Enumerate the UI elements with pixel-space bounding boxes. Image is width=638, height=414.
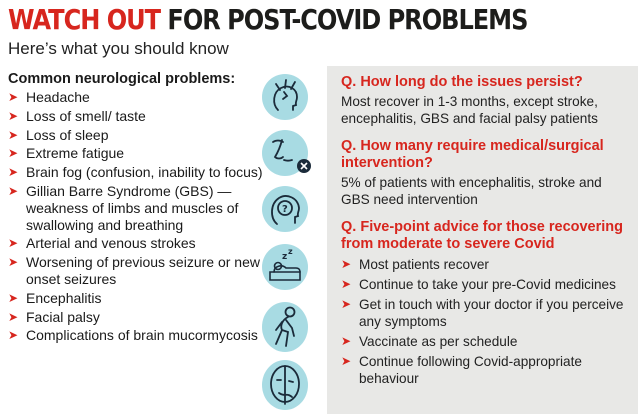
advice-item <box>341 296 632 330</box>
advice-item-text: Vaccinate as per schedule <box>359 334 518 349</box>
list-item-text: Facial palsy <box>26 308 100 325</box>
section-title: Common neurological problems: <box>8 71 236 87</box>
list-item <box>8 235 263 252</box>
svg-text:z: z <box>288 247 293 256</box>
list-item-text: Loss of smell/ taste <box>26 107 146 124</box>
list-item <box>8 254 263 288</box>
advice-item <box>341 353 632 387</box>
advice-item-text: Get in touch with your doctor if you perceive any symptoms <box>359 297 624 329</box>
advice-item <box>341 333 632 350</box>
arrow-icon: ➤ <box>8 90 19 104</box>
list-item <box>8 108 263 125</box>
qa-panel <box>327 66 638 414</box>
answer-intervention: 5% of patients with encephalitis, stroke and GBS need intervention <box>341 175 602 207</box>
list-item-text: Arterial and venous strokes <box>26 235 196 252</box>
svg-text:z: z <box>282 252 288 262</box>
arrow-icon: ➤ <box>8 309 19 324</box>
answer-duration: Most recover in 1-3 months, except stroke, encephalitis, GBS and facial palsy patients <box>341 94 598 126</box>
list-item-text: Brain fog (confusion, inability to focus) <box>26 164 263 181</box>
list-item-text: Loss of sleep <box>26 126 109 143</box>
brain-fog-icon <box>262 186 308 232</box>
list-item-text: Gillian Barre Syndrome (GBS) — weakness of limbs and muscles of swallowing and breathing <box>26 182 239 233</box>
question-intervention: Q. How many require medical/surgical intervention? <box>341 138 604 171</box>
arrow-icon: ➤ <box>8 146 19 161</box>
arrow-icon: ➤ <box>341 277 352 291</box>
list-item <box>8 290 263 307</box>
arrow-icon: ➤ <box>341 354 352 368</box>
list-item <box>8 309 263 326</box>
question-duration: Q. How long do the issues persist? <box>341 74 583 90</box>
advice-item <box>341 256 632 273</box>
list-item <box>8 183 263 233</box>
headline-red: WATCH OUT <box>8 3 161 36</box>
headache-icon <box>262 74 308 120</box>
arrow-icon: ➤ <box>341 334 352 348</box>
list-item-text: Encephalitis <box>26 289 102 306</box>
advice-item-text: Most patients recover <box>359 257 489 272</box>
arrow-icon: ➤ <box>341 297 352 311</box>
headline-dark: FOR POST-COVID PROBLEMS <box>160 3 528 36</box>
symptom-icons <box>262 68 312 408</box>
arrow-icon: ➤ <box>8 328 19 343</box>
list-item <box>8 327 263 344</box>
list-item <box>8 164 263 181</box>
neurological-problems-list <box>8 70 263 346</box>
advice-item <box>341 276 632 293</box>
loss-of-smell-icon <box>262 130 308 176</box>
fatigue-icon <box>262 302 308 352</box>
arrow-icon: ➤ <box>8 290 19 305</box>
arrow-icon: ➤ <box>8 255 19 270</box>
headline <box>8 2 527 38</box>
list-item-text: Headache <box>26 89 90 105</box>
advice-item-text: Continue following Covid-appropriate behaviour <box>359 354 582 386</box>
list-item-text: Extreme fatigue <box>26 145 125 162</box>
arrow-icon: ➤ <box>8 108 19 123</box>
advice-item-text: Continue to take your pre-Covid medicines <box>359 277 616 292</box>
facial-palsy-icon <box>262 360 308 410</box>
list-item <box>8 145 263 162</box>
list-item-text: Worsening of previous seizure or new onset seizures <box>26 254 260 287</box>
arrow-icon: ➤ <box>8 165 19 180</box>
subhead: Here’s what you should know <box>8 39 229 58</box>
arrow-icon: ➤ <box>341 257 352 271</box>
svg-text:?: ? <box>282 204 288 215</box>
question-advice: Q. Five-point advice for those recovering from moderate to severe Covid <box>341 219 624 252</box>
list-item <box>8 89 263 106</box>
arrow-icon: ➤ <box>8 127 19 142</box>
list-item-text: Complications of brain mucormycosis <box>26 327 258 344</box>
sleep-icon <box>262 244 308 290</box>
list-item <box>8 127 263 144</box>
arrow-icon: ➤ <box>8 236 19 251</box>
arrow-icon: ➤ <box>8 183 19 198</box>
